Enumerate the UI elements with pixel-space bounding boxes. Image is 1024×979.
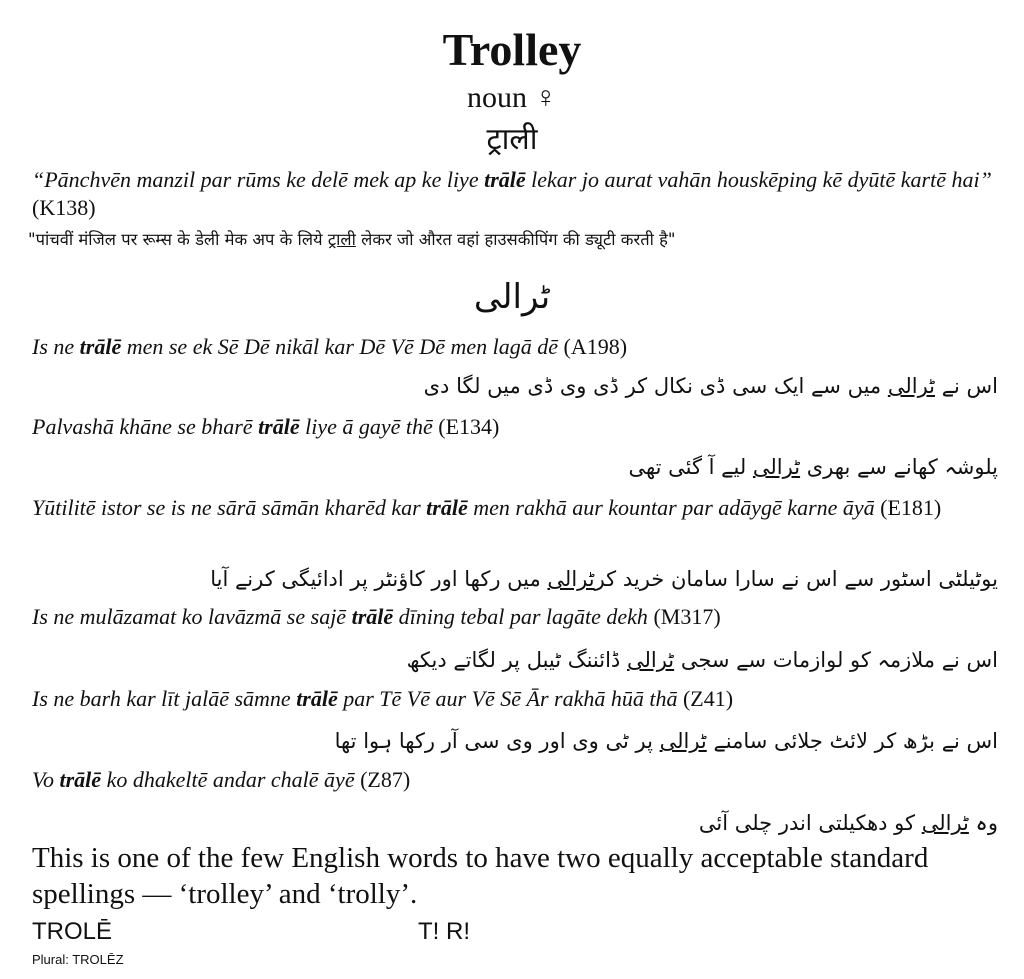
example-transliteration: Is ne trālē men se ek Sē Dē nikāl kar Dē Vē Dē men lagā dē (A198) [32, 334, 628, 359]
example-urdu: وہ ٹرالی کو دھکیلتی اندر چلی آئی [698, 811, 998, 835]
urdu-headword: ٹرالی [473, 277, 551, 317]
plural-form: Plural: TROLĒZ [32, 952, 124, 967]
pronunciation: TROLĒ [32, 918, 113, 945]
hindi-example-devanagari: "पांचवीं मंजिल पर रूम्स के डेली मेक अप के लिये ट्राली लेकर जो औरत वहां हाउसकीपिंग की ड्यूटी करती है" [28, 230, 676, 249]
example-transliteration: Yūtilitē istor se is ne sārā sāmān kharēd kar trālē men rakhā aur kountar par adāygē karne āyā (E181) [32, 495, 942, 520]
hindi-example-transliteration: “Pānchvēn manzil par rūms ke delē mek ap ke liye trālē lekar jo aurat vahān houskēping kē dyūtē kartē hai” (K138) [32, 167, 992, 220]
example-transliteration: Is ne barh kar līt jalāē sāmne trālē par Tē Vē aur Vē Sē Ār rakhā hūā thā (Z41) [32, 686, 734, 711]
example-urdu: یوٹیلٹی اسٹور سے اس نے سارا سامان خرید کرٹرالی میں رکھا اور کاؤنٹر پر ادائیگی کرنے آیا [210, 567, 998, 591]
example-urdu: اس نے ٹرالی میں سے ایک سی ڈی نکال کر ڈی وی ڈی میں لگا دی [423, 374, 998, 398]
example-transliteration: Vo trālē ko dhakeltē andar chalē āyē (Z87) [32, 767, 411, 792]
example-urdu: اس نے بڑھ کر لائٹ جلائی سامنے ٹرالی پر ٹی وی اور وی سی آر رکھا ہوا تھا [334, 729, 998, 753]
example-urdu: پلوشہ کھانے سے بھری ٹرالی لیے آ گئی تھی [628, 455, 998, 479]
example-transliteration: Palvashā khāne se bharē trālē liye ā gayē thē (E134) [32, 414, 500, 439]
pronunciation-symbols: T! R! [418, 918, 470, 945]
part-of-speech: noun ♀ [467, 81, 557, 114]
hindi-headword: ट्राली [486, 122, 538, 157]
example-urdu: اس نے ملازمہ کو لوازمات سے سجی ٹرالی ڈائننگ ٹیبل پر لگاتے دیکھ [406, 648, 998, 672]
headword: Trolley [442, 24, 582, 75]
example-transliteration: Is ne mulāzamat ko lavāzmā se sajē trālē dīning tebal par lagāte dekh (M317) [32, 604, 721, 629]
usage-note: This is one of the few English words to have two equally acceptable standard spellings — ‘trolley’ and ‘trolly’. [32, 842, 929, 910]
